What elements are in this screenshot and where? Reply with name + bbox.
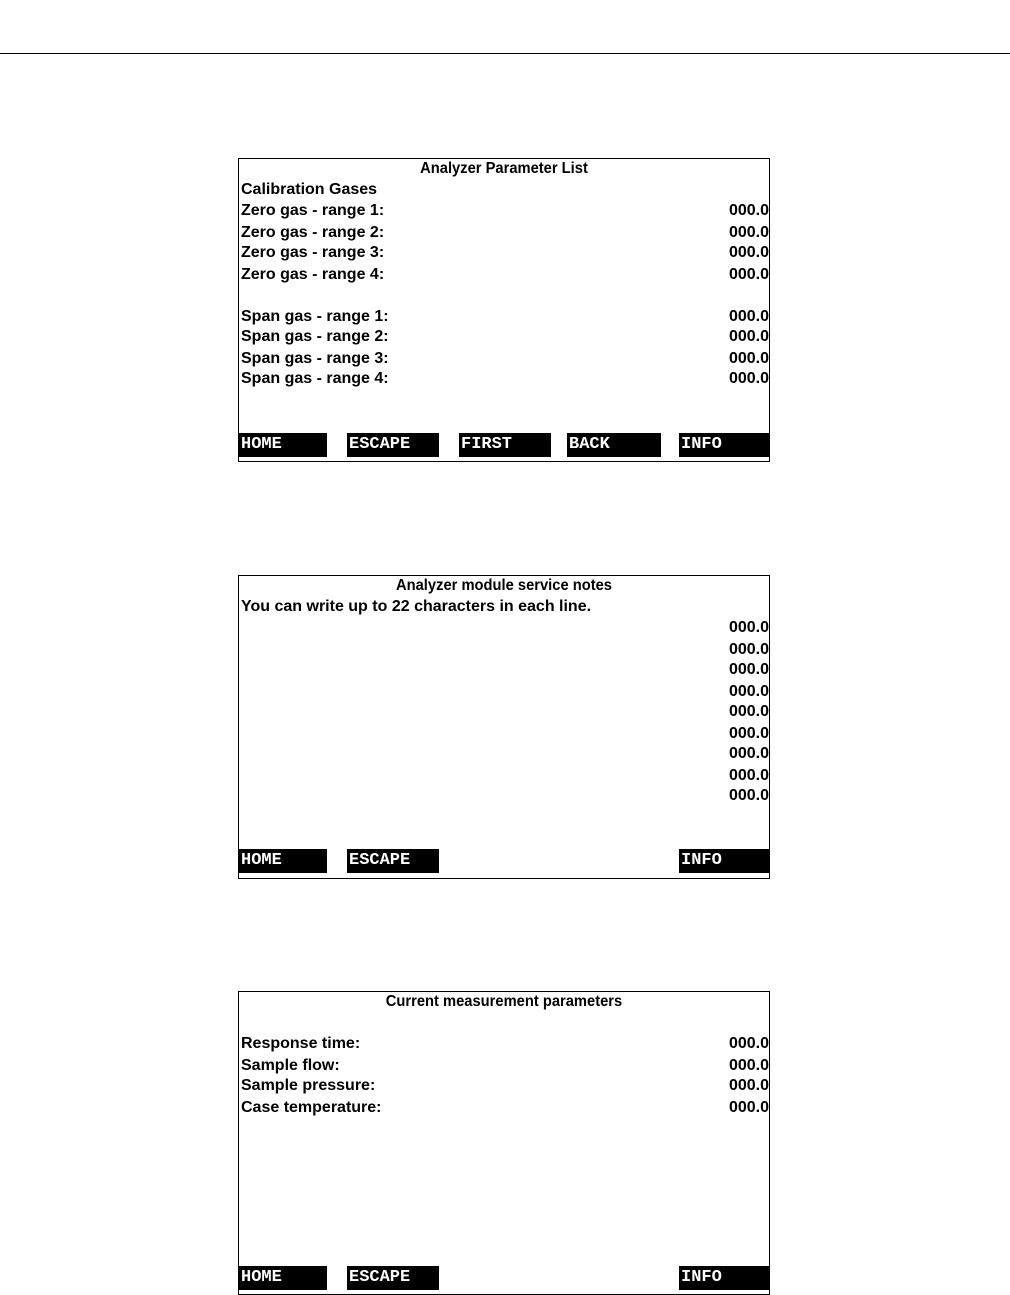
param-row[interactable] [241,265,769,285]
param-row[interactable] [241,223,769,243]
param-value: 000.0 [728,328,769,345]
screen-title: Analyzer Parameter List [420,160,588,177]
param-row[interactable] [241,201,769,221]
param-label: Case temperature: [241,1099,382,1116]
escape-softkey[interactable]: ESCAPE [347,849,439,873]
section-heading: Calibration Gases [241,181,378,198]
param-row[interactable] [241,1056,769,1076]
param-label: Zero gas - range 3: [241,244,385,261]
param-row[interactable] [241,327,769,347]
analyzer-parameter-list-screen [238,158,770,462]
note-line-value[interactable]: 000.0 [728,683,769,700]
param-value: 000.0 [728,1035,769,1052]
home-softkey[interactable]: HOME [239,1266,327,1290]
param-row[interactable] [241,369,769,389]
param-row[interactable] [241,307,769,327]
param-value: 000.0 [728,308,769,325]
note-line-value[interactable]: 000.0 [728,787,769,804]
escape-softkey[interactable]: ESCAPE [347,433,439,457]
info-softkey[interactable]: INFO [679,1266,769,1290]
home-softkey[interactable]: HOME [239,849,327,873]
param-label: Span gas - range 4: [241,370,389,387]
param-row[interactable] [241,1034,769,1054]
param-row[interactable] [241,349,769,369]
screen-title: Analyzer module service notes [396,577,612,594]
escape-softkey[interactable]: ESCAPE [347,1266,439,1290]
param-label: Zero gas - range 1: [241,202,385,219]
param-label: Sample pressure: [241,1077,376,1094]
note-line-value[interactable]: 000.0 [728,641,769,658]
page-top-rule [0,53,1010,54]
param-value: 000.0 [728,202,769,219]
param-row[interactable] [241,243,769,263]
param-value: 000.0 [728,224,769,241]
note-line-value[interactable]: 000.0 [728,767,769,784]
param-value: 000.0 [728,1099,769,1116]
param-value: 000.0 [728,1077,769,1094]
param-label: Response time: [241,1035,361,1052]
info-softkey[interactable]: INFO [679,433,769,457]
param-row[interactable] [241,1076,769,1096]
service-notes-screen [238,575,770,879]
param-value: 000.0 [728,370,769,387]
param-value: 000.0 [728,1057,769,1074]
param-label: Sample flow: [241,1057,340,1074]
note-line-value[interactable]: 000.0 [728,745,769,762]
param-label: Span gas - range 1: [241,308,389,325]
info-softkey[interactable]: INFO [679,849,769,873]
back-softkey[interactable]: BACK [567,433,661,457]
param-label: Span gas - range 2: [241,328,389,345]
screen-title: Current measurement parameters [385,993,623,1010]
home-softkey[interactable]: HOME [239,433,327,457]
param-value: 000.0 [728,350,769,367]
note-line-value[interactable]: 000.0 [728,703,769,720]
param-row[interactable] [241,1098,769,1118]
first-softkey[interactable]: FIRST [459,433,551,457]
param-label: Span gas - range 3: [241,350,389,367]
note-line-value[interactable]: 000.0 [728,725,769,742]
current-measurement-screen [238,991,770,1295]
note-line-value[interactable]: 000.0 [728,619,769,636]
param-value: 000.0 [728,266,769,283]
note-line-value[interactable]: 000.0 [728,661,769,678]
param-label: Zero gas - range 2: [241,224,385,241]
param-value: 000.0 [728,244,769,261]
param-label: Zero gas - range 4: [241,266,385,283]
instruction-text: You can write up to 22 characters in each line. [241,598,592,615]
